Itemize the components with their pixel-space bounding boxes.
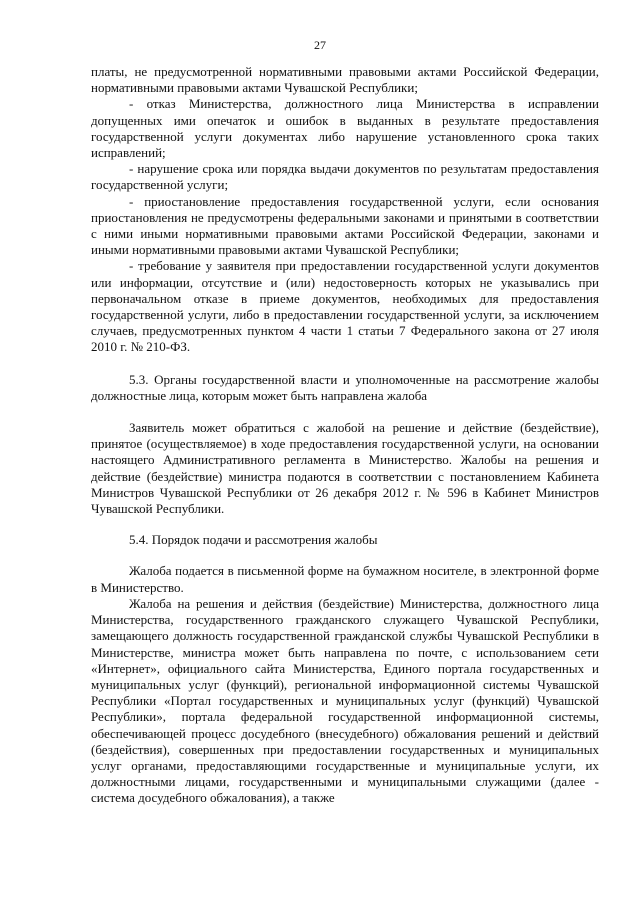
list-item-deadline-violation: - нарушение срока или порядка выдачи документов по результатам предоставления государственной услуги; — [91, 161, 599, 193]
paragraph-complaint-channels: Жалоба на решения и действия (бездействие) Министерства, должностного лица Министерства, государственного гражданского служащего Чувашской Республики, замещающего должность государственной гражданской службы Чувашской Республики в Министерстве, министра может быть направлена по почте, с использованием сети «Интернет», официального сайта Министерства, Единого портала государственных и муниципальных услуг (функций), региональной информационной системы Чувашской Республики «Портал государственных и муниципальных услуг (функций) Чувашской Республики», портала федеральной государственной информационной системы, обеспечивающей процесс досудебного (внесудебного) обжалования решений и действий (бездействия), совершенных при предоставлении государственных и муниципальных услуг органами, предоставляющими государственные и муниципальные услуги, их должностными лицами, государственными и муниципальными служащими (далее - система досудебного обжалования), а также — [91, 595, 599, 806]
list-item-suspension: - приостановление предоставления государственной услуги, если основания приостановления не предусмотрены федеральными законами и принятыми в соответствии с ними иными нормативными правовыми актами Российской Федерации, законами и иными нормативными правовыми актами Чувашской Республики; — [91, 193, 599, 258]
section-heading-5-4: 5.4. Порядок подачи и рассмотрения жалобы — [129, 532, 378, 548]
spacer — [91, 548, 599, 563]
page-number: 27 — [314, 38, 326, 52]
spacer — [91, 356, 599, 372]
section-heading-5-3: 5.3. Органы государственной власти и уполномоченные на рассмотрение жалобы должностные лица, которым может быть направлена жалоба — [91, 371, 599, 403]
paragraph-complaint-right: Заявитель может обратиться с жалобой на решение и действие (бездействие), принятое (осуществляемое) в ходе предоставления государственной услуги, на основании настоящего Административного регламента в Министерство. Жалобы на решения и действие (бездействие) министра подаются в соответствии с постановлением Кабинета Министров Чувашской Республики от 26 декабря 2012 г. № 596 в Кабинет Министров Чувашской Республики. — [91, 420, 599, 517]
spacer — [91, 517, 599, 532]
paragraph-complaint-form: Жалоба подается в письменной форме на бумажном носителе, в электронной форме в Министерство. — [91, 563, 599, 595]
list-item-document-request: - требование у заявителя при предоставлении государственной услуги документов или информации, отсутствие и (или) недостоверность которых не указывались при первоначальном отказе в приеме документов, необходимых для предоставления государственной услуги, либо в предоставлении государственной услуги, за исключением случаев, предусмотренных пунктом 4 части 1 статьи 7 Федерального закона от 27 июля 2010 г. № 210-ФЗ. — [91, 258, 599, 355]
document-body — [91, 64, 599, 807]
spacer — [91, 404, 599, 420]
paragraph-fee-continuation: платы, не предусмотренной нормативными правовыми актами Российской Федерации, нормативными правовыми актами Чувашской Республики; — [91, 64, 599, 96]
list-item-refusal-to-correct: - отказ Министерства, должностного лица Министерства в исправлении допущенных ими опечаток и ошибок в выданных в результате предоставления государственной услуги документах либо нарушение установленного срока таких исправлений; — [91, 96, 599, 161]
